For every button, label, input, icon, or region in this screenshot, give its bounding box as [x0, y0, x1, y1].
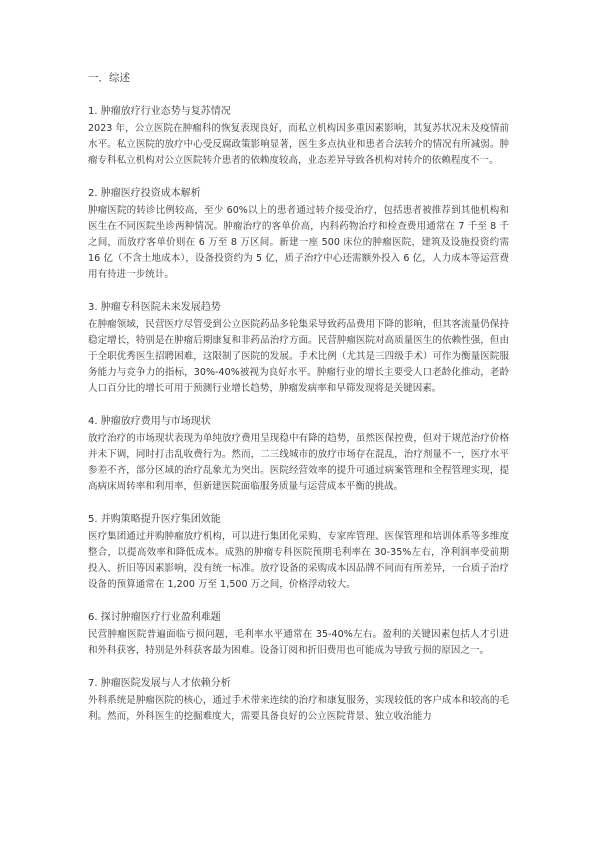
section-2 [88, 186, 509, 283]
section-body: 放疗治疗的市场现状表现为单纯放疗费用呈现稳中有降的趋势，虽然医保控费，但对于规范治疗价格并未下调，同时打击乱收费行为。然而，二三线城市的放疗市场存在混乱，治疗剂量不一，医疗水平参差不齐，部分区域的治疗乱象尤为突出。医院经营效率的提升可通过病案管理和全程管理实现，提高病床周转率和利用率，但新建医院面临服务质量与运营成本平衡的挑战。 [88, 433, 509, 492]
section-body: 外科系统是肿瘤医院的核心，通过手术带来连续的治疗和康复服务，实现较低的客户成本和较高的毛利。然而，外科医生的挖掘难度大，需要具备良好的公立医院背景、独立收治能力 [88, 695, 509, 722]
section-body: 在肿瘤领域，民营医疗尽管受到公立医院药品多轮集采导致药品费用下降的影响，但其客流量仍保持稳定增长，特别是在肿瘤后期康复和非药品治疗方面。民营肿瘤医院对高质量医生的依赖性强，但由于全职优秀医生招聘困难，这限制了医院的发展。手术比例（尤其是三四级手术）可作为衡量医院服务能力与竞争力的指标，30%-40%被视为良好水平。肿瘤行业的增长主要受人口老龄化推动，老龄人口百分比的增长可用于预测行业增长趋势，肿瘤发病率和早筛发现将是关键因素。 [88, 319, 509, 394]
section-1 [88, 104, 509, 169]
section-body: 2023 年，公立医院在肿瘤科的恢复表现良好，而私立机构因多重因素影响，其复苏状况未及疫情前水平。私立医院的放疗中心受反腐政策影响显著，医生多点执业和患者合法转介的情况有所减弱。肿瘤专科私立机构对公立医院转介患者的依赖度较高，业态差异导致各机构对转介的依赖程度不一。 [88, 123, 509, 166]
section-6 [88, 610, 509, 659]
section-title: 2. 肿瘤医疗投资成本解析 [88, 188, 201, 199]
section-5 [88, 512, 509, 593]
section-3 [88, 300, 509, 397]
section-body: 医疗集团通过并购肿瘤放疗机构，可以进行集团化采购、专家库管理、医保管理和培训体系等多维度整合，以提高效率和降低成本。成熟的肿瘤专科医院预期毛利率在 30-35%左右，净利润率受前期投入、折旧等因素影响，没有统一标准。放疗设备的采购成本因品牌不同而有所差异，一台质子治疗设备的预算通常在 1,200 万至 1,500 万之间，价格浮动较大。 [88, 531, 509, 590]
section-title: 6. 探讨肿瘤医疗行业盈利难题 [88, 612, 221, 623]
section-body: 肿瘤医院的转诊比例较高，至少 60%以上的患者通过转介接受治疗，包括患者被推荐到其他机构和医生在不同医院坐诊两种情况。肿瘤治疗的客单价高，内科药物治疗和检查费用通常在 7 千至 8 千之间，而放疗客单价则在 6 万至 8 万区间。新建一座 500 床位的肿瘤医院，建筑及设施投资约需 16 亿（不含土地成本），设备投资约为 5 亿，质子治疗中心还需额外投入 6 亿，人力成本等运营费用有待进一步统计。 [88, 205, 509, 280]
section-title: 1. 肿瘤放疗行业态势与复苏情况 [88, 106, 231, 117]
section-body: 民营肿瘤医院普遍面临亏损问题，毛利率水平通常在 35-40%左右。盈利的关键因素包括人才引进和外科获客，特别是外科获客最为困难。设备订阅和折旧费用也可能成为导致亏损的原因之一。 [88, 629, 509, 656]
section-4 [88, 414, 509, 495]
page-heading: 一．综述 [88, 72, 130, 84]
section-title: 5. 并购策略提升医疗集团效能 [88, 514, 221, 525]
section-7 [88, 676, 509, 725]
section-title: 7. 肿瘤医院发展与人才依赖分析 [88, 678, 231, 689]
section-title: 4. 肿瘤放疗费用与市场现状 [88, 416, 211, 427]
section-title: 3. 肿瘤专科医院未来发展趋势 [88, 302, 221, 313]
